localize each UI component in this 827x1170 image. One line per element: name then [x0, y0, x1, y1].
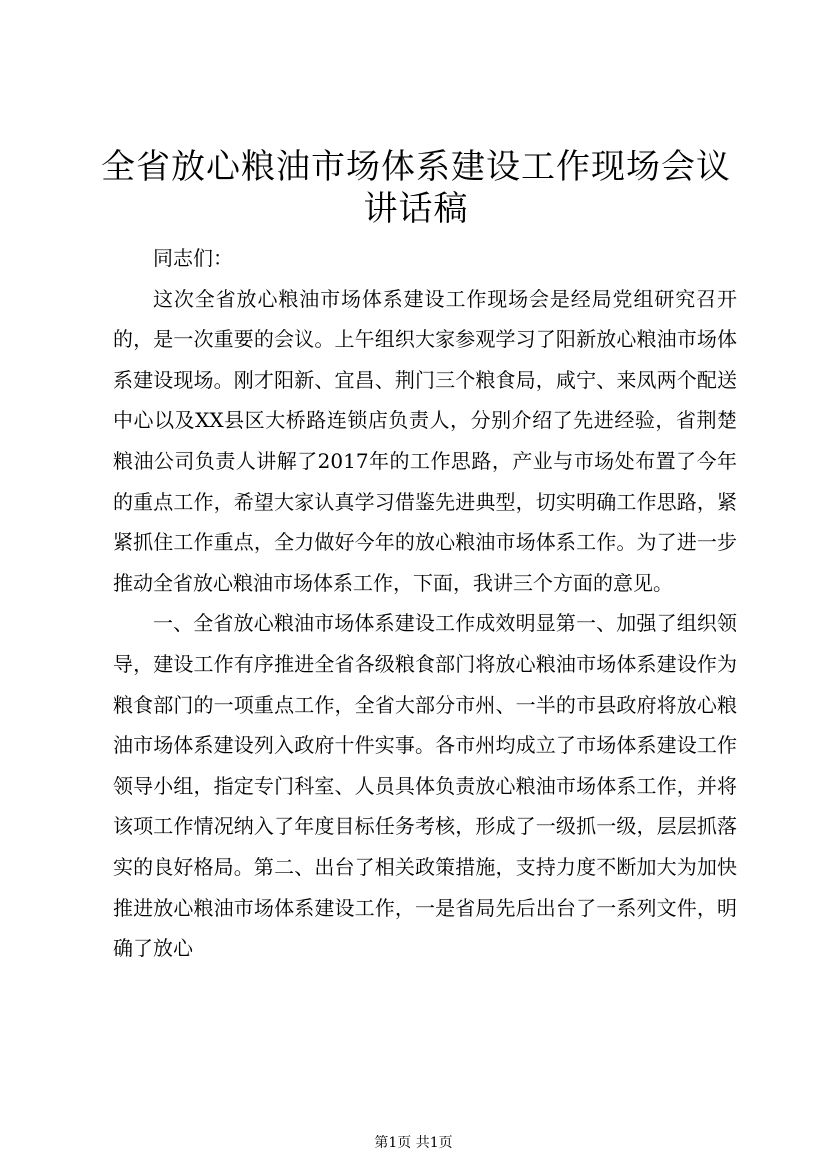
page-footer: 第1页 共1页 [374, 1135, 453, 1151]
body-paragraph-2: 一、全省放心粮油市场体系建设工作成效明显第一、加强了组织领导，建设工作有序推进全省各级粮食部门将放心粮油市场体系建设作为粮食部门的一项重点工作，全省大部分市州、一半的市县政府将放心粮油市场体系建设列入政府十件实事。各市州均成立了市场体系建设工作领导小组，指定专门科室、人员具体负责放心粮油市场体系工作，并将该项工作情况纳入了年度目标任务考核，形成了一级抓一级，层层抓落实的良好格局。第二、出台了相关政策措施，支持力度不断加大为加快推进放心粮油市场体系建设工作，一是省局先后出台了一系列文件，明确了放心 [113, 611, 737, 961]
document-title: 全省放心粮油市场体系建设工作现场会议讲话稿 [101, 147, 731, 229]
body-paragraph-1: 这次全省放心粮油市场体系建设工作现场会是经局党组研究召开的，是一次重要的会议。上午组织大家参观学习了阳新放心粮油市场体系建设现场。刚才阳新、宜昌、荆门三个粮食局，咸宁、来凤两个配送中心以及XX县区大桥路连锁店负责人，分别介绍了先进经验，省荆楚粮油公司负责人讲解了2017年的工作思路，产业与市场处布置了今年的重点工作，希望大家认真学习借鉴先进典型，切实明确工作思路，紧紧抓住工作重点，全力做好今年的放心粮油市场体系工作。为了进一步推动全省放心粮油市场体系工作，下面，我讲三个方面的意见。 [113, 286, 737, 595]
greeting: 同志们： [153, 246, 233, 270]
document-body [113, 238, 737, 969]
